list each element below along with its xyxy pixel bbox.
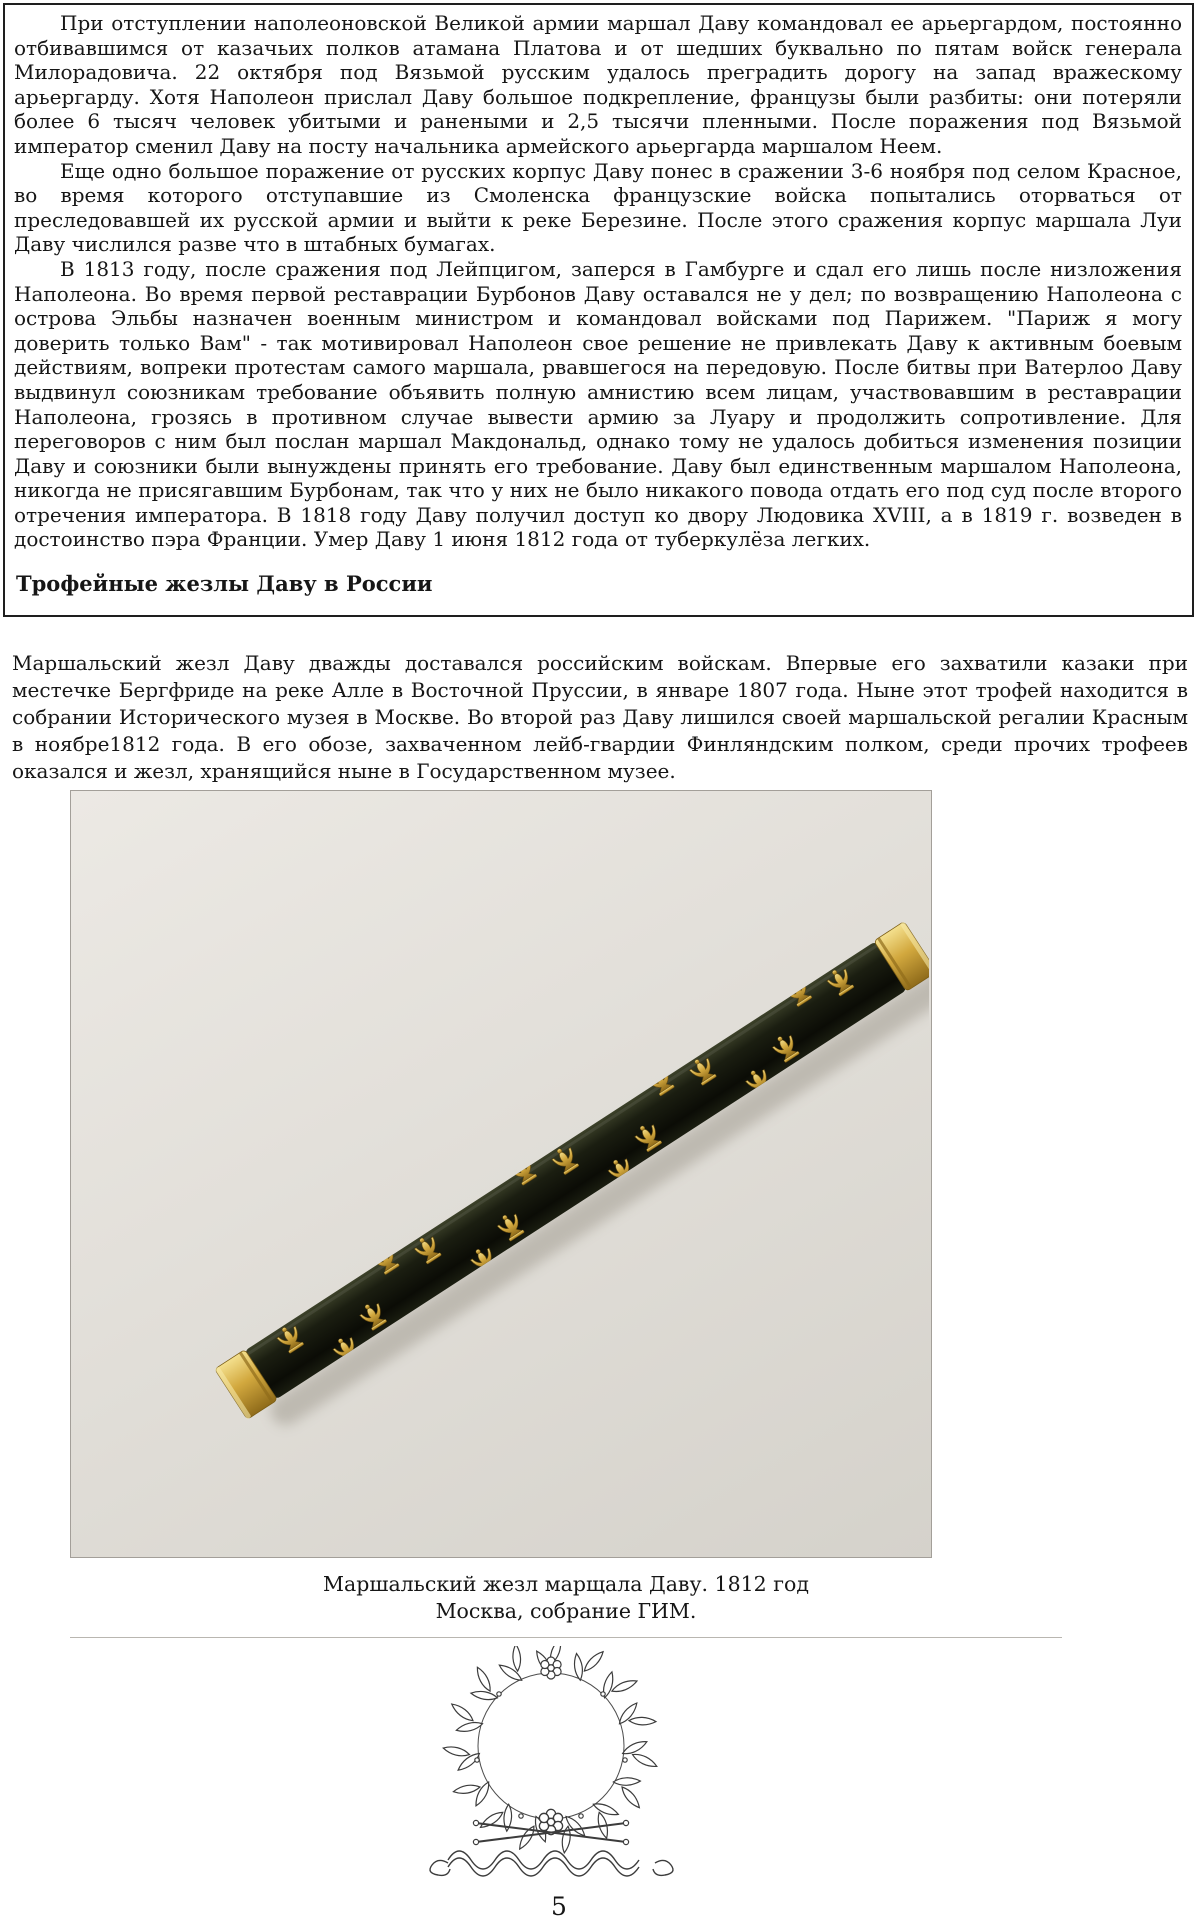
figure-caption	[70, 1558, 1062, 1638]
figure-caption-line-2: Москва, собрание ГИМ.	[435, 1599, 697, 1623]
baton-photo-figure	[70, 790, 932, 1558]
baton-shaft	[244, 941, 908, 1400]
page-number: 5	[551, 1892, 567, 1921]
body-paragraph: В 1813 году, после сражения под Лейпцигом, заперся в Гамбурге и сдал его лишь после низложения Наполеона. Во время первой реставрации Бурбонов Даву оставался не у дел; по возвращению Наполеона с острова Эльбы назначен военным министром и командовал войсками под Парижем. "Париж я могу доверить только Вам" - так мотивировал Наполеон свое решение не привлекать Даву к активным боевым действиям, вопреки протестам самого маршала, рвавшегося на передовую. После битвы при Ватерлоо Даву выдвинул союзникам требование объявить полную амнистию всем лицам, участвовавшим в реставрации Наполеона, грозясь в противном случае вывести армию за Луару и продолжить сопротивление. Для переговоров с ним был послан маршал Макдональд, однако тому не удалось добиться изменения позиции Даву и союзники были вынуждены принять его требование. Даву был единственным маршалом Наполеона, никогда не присягавшим Бурбонам, так что у них не было никакого повода отдать его под суд после второго отречения императора. В 1818 году Даву получил доступ ко двору Людовика XVIII, а в 1819 г. возведен в достоинство пэра Франции. Умер Даву 1 июня 1812 года от туберкулёза легких.	[14, 256, 1182, 552]
ribbon	[430, 1851, 673, 1876]
section-heading: Трофейные жезлы Даву в России	[16, 571, 433, 597]
laurel-wreath-engraving	[418, 1646, 684, 1892]
body-paragraph: При отступлении наполеоновской Великой армии маршал Даву командовал ее арьергардом, постоянно отбивавшимся от казачьих полков атамана Платова и от шедших буквально по пятам войск генерала Милорадовича. 22 октября под Вязьмой русским удалось преградить дорогу на запад вражескому арьергарду. Хотя Наполеон прислал Даву большое подкрепление, французы были разбиты: они потеряли более 6 тысяч человек убитыми и ранеными и 2,5 тысячи пленными. После поражения под Вязьмой император сменил Даву на посту начальника армейского арьергарда маршалом Неем.	[14, 11, 1182, 158]
trophy-paragraph: Маршальский жезл Даву дважды доставался российским войскам. Впервые его захватили казаки при местечке Бергфриде на реке Алле в Восточной Пруссии, в январе 1807 года. Ныне этот трофей находится в собрании Исторического музея в Москве. Во второй раз Даву лишился своей маршальской регалии Красным в ноябре1812 года. В его обозе, захваченном лейб-гвардии Финляндским полком, среди прочих трофеев оказался и жезл, хранящийся ныне в Государственном музее.	[12, 651, 1188, 783]
body-paragraph: Еще одно большое поражение от русских корпус Даву понес в сражении 3-6 ноября под селом Красное, во время которого отступавшие из Смоленска французские войска попытались оторваться от преследовавшей их русской армии и выйти к реке Березине. После этого сражения корпус маршала Луи Даву числился разве что в штабных бумагах.	[14, 158, 1182, 257]
text-frame	[3, 3, 1194, 617]
marshal-baton-photo	[71, 791, 929, 1555]
figure-caption-line-1: Маршальский жезл марщала Даву. 1812 год	[323, 1572, 809, 1596]
